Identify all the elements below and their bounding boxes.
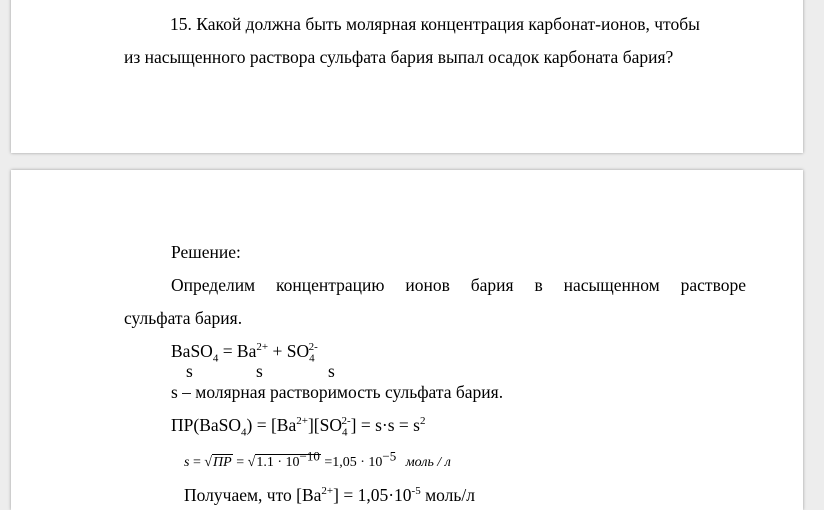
pr-mid-1: ) = [Ba <box>246 415 297 435</box>
pr-post: ] = s·s = s <box>350 415 420 435</box>
formula-eq-1: = <box>192 455 201 470</box>
s-definition: s – молярная растворимость сульфата бария. <box>171 382 504 402</box>
eq-so4-charge: 2- <box>308 341 318 354</box>
problem-line-2: из насыщенного раствора сульфата бария выпал осадок карбоната бария? <box>124 47 674 67</box>
formula-eq-2: = <box>236 455 245 470</box>
pr-sub-1: 4 <box>241 426 247 439</box>
formula-value: 1,05 · 10 <box>332 455 383 470</box>
formula-s: s <box>184 455 190 470</box>
pr-expression <box>171 415 426 439</box>
s-label-3: s <box>328 361 335 381</box>
eq-ba-charge: 2+ <box>256 341 269 354</box>
formula-radicand-1: ПР <box>213 455 232 470</box>
formula-radicand-2-exp: −10 <box>299 448 320 464</box>
page-1 <box>11 0 803 153</box>
eq-lhs: BaSO <box>171 341 213 361</box>
formula-value-exp: −5 <box>382 448 397 464</box>
intro-line-2: сульфата бария. <box>124 308 243 328</box>
result-exp: -5 <box>411 485 421 498</box>
pr-sup-3: 2 <box>419 415 426 428</box>
dissociation-equation <box>171 341 318 365</box>
eq-so4: + SO <box>268 341 310 361</box>
formula-radicand-2: 1.1 · 10 <box>256 455 300 470</box>
result-mid: ] = 1,05·10 <box>333 485 412 505</box>
pr-sup-1: 2+ <box>296 415 308 428</box>
pr-sup-2: 2- <box>341 415 351 428</box>
solution-heading: Решение: <box>171 242 241 262</box>
problem-line-1: 15. Какой должна быть молярная концентрация карбонат-ионов, чтобы <box>170 14 700 34</box>
page-2 <box>11 170 803 510</box>
formula-unit: моль / л <box>405 455 451 470</box>
formula-eq-3: = <box>324 455 333 470</box>
s-label-1: s <box>186 361 193 381</box>
solubility-formula <box>184 448 451 470</box>
pr-mid-2: ][SO <box>307 415 342 435</box>
pr-sub-2: 4 <box>341 426 348 439</box>
result-unit: моль/л <box>420 485 475 505</box>
eq-lhs-sub: 4 <box>212 352 219 365</box>
result-pre: Получаем, что [Ba <box>184 485 322 505</box>
s-label-2: s <box>256 361 263 381</box>
result-sup: 2+ <box>321 485 334 498</box>
sqrt-icon: √ <box>204 455 213 470</box>
sqrt-icon: √ <box>247 455 256 470</box>
eq-ba: = Ba <box>218 341 257 361</box>
intro-line-1: Определим концентрацию ионов бария в насыщенном растворе <box>171 275 746 295</box>
pr-pre: ПР(BaSO <box>171 415 242 435</box>
eq-so4-sub: 4 <box>309 352 315 365</box>
